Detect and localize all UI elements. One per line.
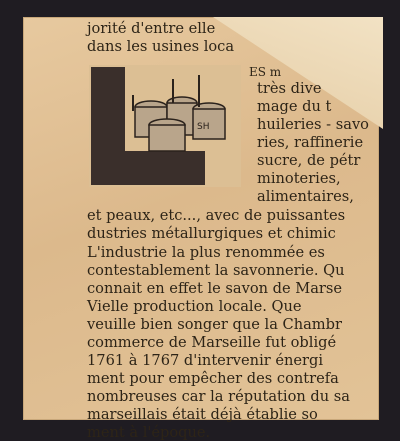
text-wrap-1: ES m bbox=[249, 65, 282, 79]
text-wrap-8: alimentaires, bbox=[257, 188, 354, 205]
text-wrap-5: ries, raffinerie bbox=[257, 134, 364, 151]
text-line-11: nombreuses car la réputation du sa bbox=[87, 388, 350, 405]
text-line-4: contestablement la savonnerie. Qu bbox=[87, 262, 345, 279]
text-wrap-6: sucre, de pétr bbox=[257, 152, 361, 169]
text-line-1: et peaux, etc..., avec de puissantes bbox=[87, 207, 346, 224]
text-line-top-2: dans les usines loca bbox=[87, 38, 235, 55]
text-line-5: connait en effet le savon de Marse bbox=[87, 280, 343, 297]
text-line-13: ment à l'époque. bbox=[87, 424, 211, 441]
text-line-2: dustries métallurgiques et chimic bbox=[87, 225, 336, 242]
newspaper-clipping bbox=[23, 17, 379, 441]
text-line-12: marseillais était déjà établie so bbox=[87, 406, 318, 423]
vats-drawing bbox=[89, 65, 241, 187]
vat-label: SH bbox=[197, 122, 210, 132]
text-line-10: ment pour empêcher des contrefa bbox=[87, 370, 339, 387]
text-line-3: L'industrie la plus renommée es bbox=[87, 244, 325, 261]
text-line-top-1: jorité d'entre elle bbox=[87, 20, 216, 37]
text-wrap-4: huileries - savo bbox=[257, 116, 369, 133]
text-wrap-3: mage du t bbox=[257, 98, 332, 115]
text-wrap-7: minoteries, bbox=[257, 170, 341, 187]
text-line-8: commerce de Marseille fut obligé bbox=[87, 334, 337, 351]
text-line-9: 1761 à 1767 d'intervenir énergi bbox=[87, 352, 324, 369]
text-line-6: Vielle production locale. Que bbox=[87, 298, 302, 315]
text-wrap-2: très dive bbox=[257, 80, 322, 97]
text-line-7: veuille bien songer que la Chambr bbox=[87, 316, 342, 333]
factory-illustration bbox=[89, 65, 241, 187]
